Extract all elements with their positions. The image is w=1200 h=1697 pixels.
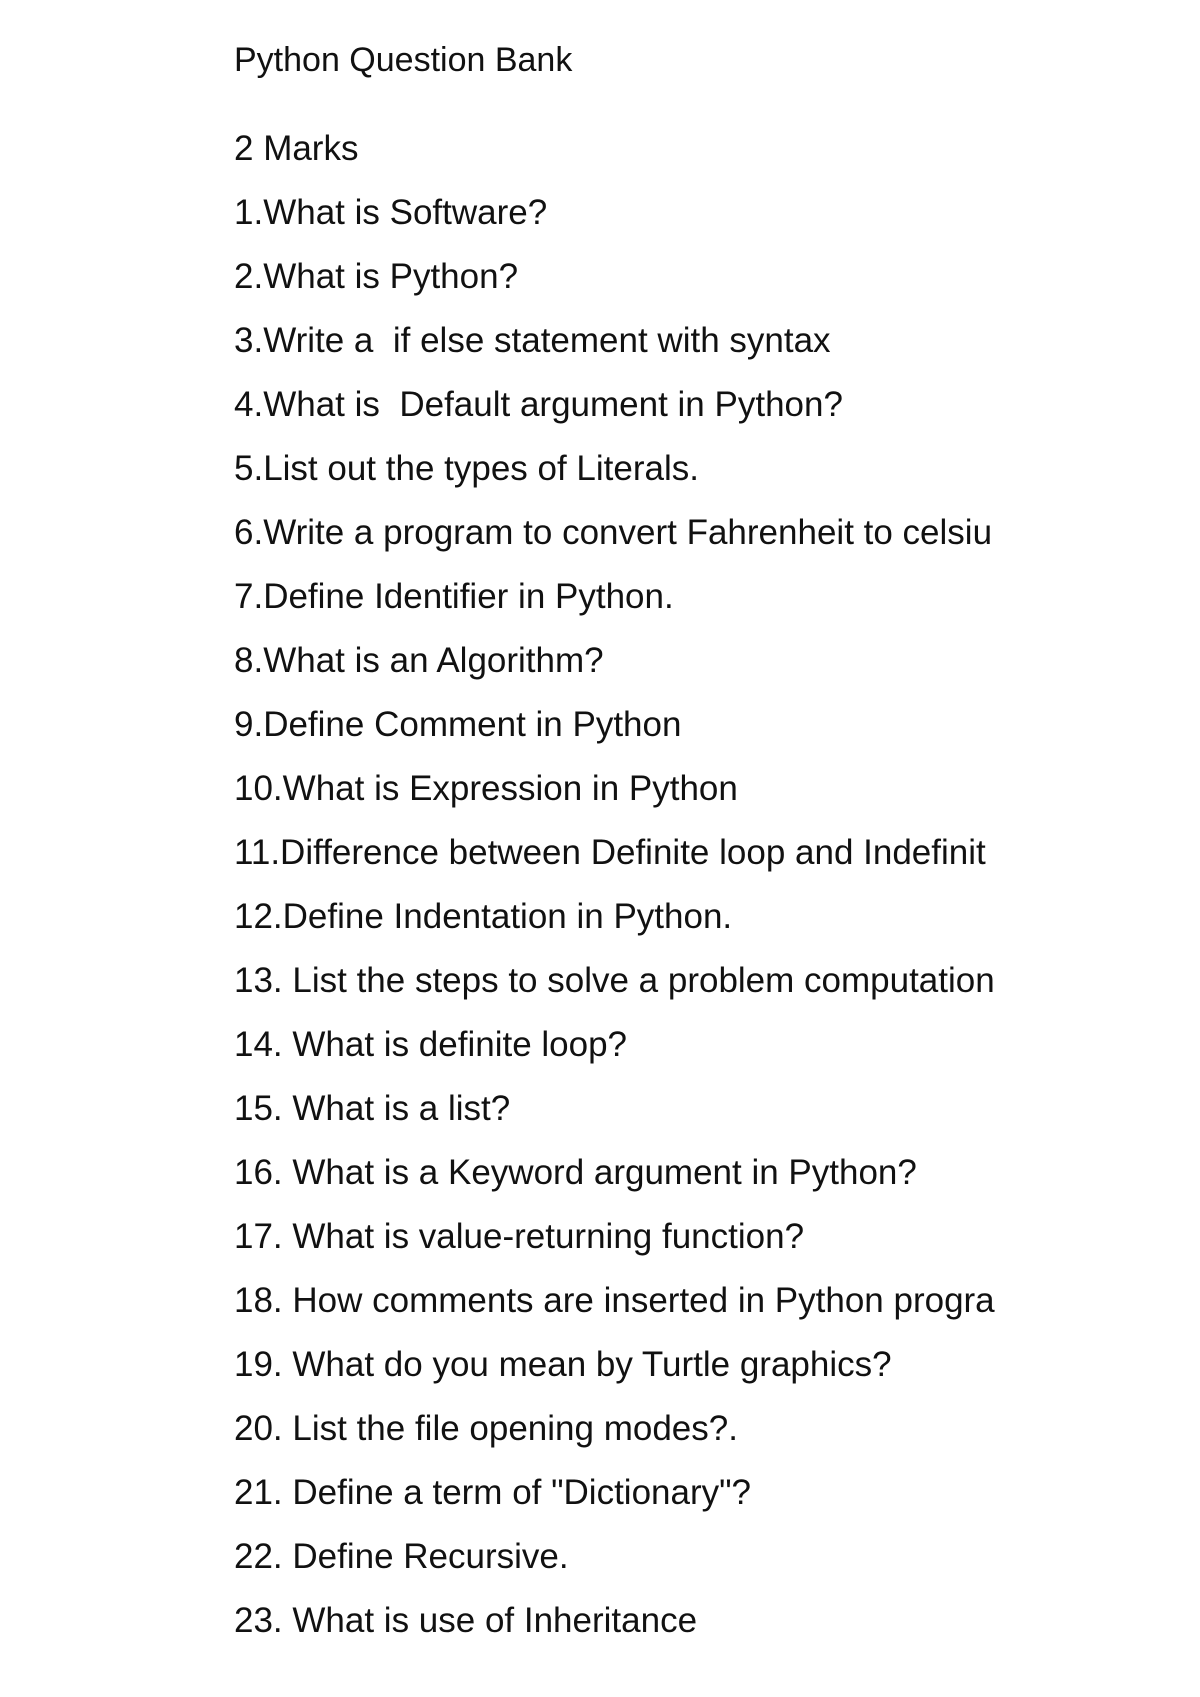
question-item: 22. Define Recursive.: [234, 1537, 569, 1576]
question-list: [234, 181, 1054, 1653]
question-item: 19. What do you mean by Turtle graphics?: [234, 1345, 892, 1384]
question-item: 5.List out the types of Literals.: [234, 449, 699, 488]
question-item: 23. What is use of Inheritance: [234, 1601, 698, 1640]
question-item: 13. List the steps to solve a problem computation: [234, 961, 995, 1000]
question-item: 18. How comments are inserted in Python progra: [234, 1281, 995, 1320]
question-item: 4.What is Default argument in Python?: [234, 385, 843, 424]
question-item: 3.Write a if else statement with syntax: [234, 321, 831, 360]
question-item: 17. What is value-returning function?: [234, 1217, 805, 1256]
question-item: 1.What is Software?: [234, 193, 548, 232]
question-item: 9.Define Comment in Python: [234, 705, 682, 744]
document-title: Python Question Bank: [234, 41, 573, 79]
question-item: 6.Write a program to convert Fahrenheit to celsiu: [234, 513, 993, 552]
question-item: 14. What is definite loop?: [234, 1025, 628, 1064]
question-item: 8.What is an Algorithm?: [234, 641, 604, 680]
question-item: 21. Define a term of "Dictionary"?: [234, 1473, 752, 1512]
question-item: 2.What is Python?: [234, 257, 519, 296]
document-content: [234, 32, 1054, 1653]
question-item: 20. List the file opening modes?.: [234, 1409, 738, 1448]
question-item: 7.Define Identifier in Python.: [234, 577, 674, 616]
question-item: 11.Difference between Definite loop and Indefinit: [234, 833, 986, 872]
question-item: 15. What is a list?: [234, 1089, 511, 1128]
question-item: 10.What is Expression in Python: [234, 769, 738, 808]
section-heading: 2 Marks: [234, 129, 359, 168]
question-item: 12.Define Indentation in Python.: [234, 897, 733, 936]
question-item: 16. What is a Keyword argument in Python?: [234, 1153, 917, 1192]
